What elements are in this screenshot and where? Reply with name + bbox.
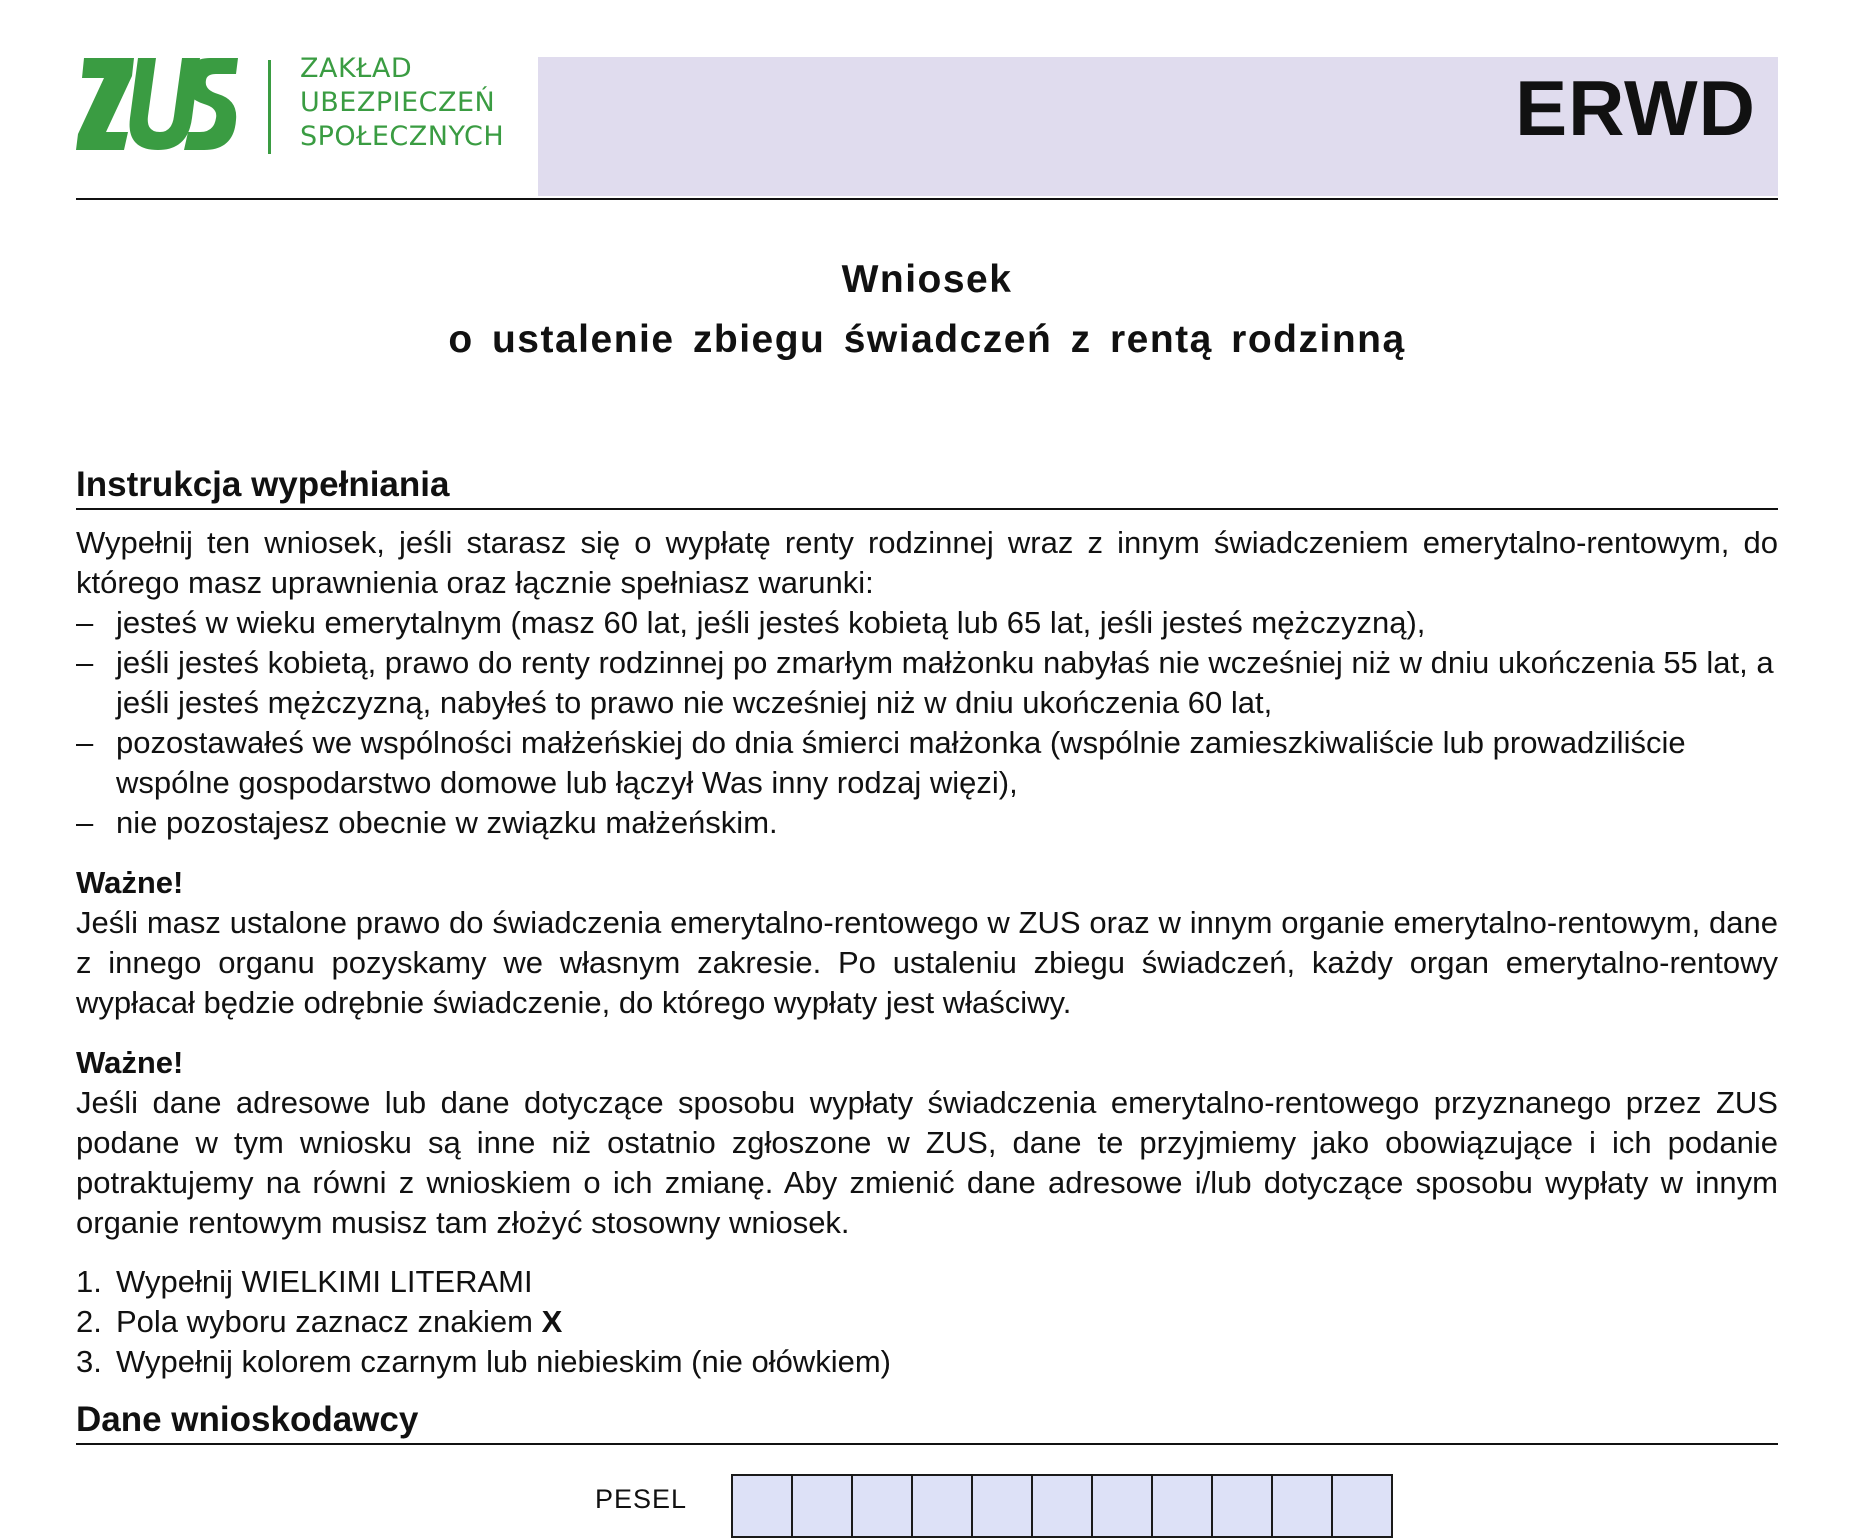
condition-item xyxy=(76,803,1778,843)
logo-line: SPOŁECZNYCH xyxy=(300,121,505,152)
zus-logo-mark-icon xyxy=(76,56,242,156)
pesel-label: PESEL xyxy=(595,1484,688,1514)
pesel-digit-box[interactable] xyxy=(1151,1474,1213,1538)
condition-text: pozostawałeś we wspólności małżeńskiej do dnia śmierci małżonka (wspólnie zamieszkiwaliście lub prowadziliście wspólne gospodarstwo domowe lub łączył Was inny rodzaj więzi), xyxy=(116,725,1686,800)
pesel-digit-box[interactable] xyxy=(731,1474,793,1538)
logo-line: UBEZPIECZEŃ xyxy=(300,87,496,118)
rule-number: 3. xyxy=(76,1344,102,1379)
bullet-dash: – xyxy=(76,645,94,680)
bullet-dash: – xyxy=(76,605,94,640)
important-text: Jeśli dane adresowe lub dane dotyczące sposobu wypłaty świadczenia emerytalno-rentowego przyznanego przez ZUS podane w tym wniosku są inne niż ostatnio zgłoszone w ZUS, dane te przyjmiemy jako obowiązujące i ich podanie potraktujemy na równi z wnioskiem o ich zmianę. Aby zmienić dane adresowe i/lub dotyczące sposobu wypłaty w innym organie rentowym musisz tam złożyć stosowny wniosek. xyxy=(76,1085,1778,1240)
applicant-heading: Dane wnioskodawcy xyxy=(76,1397,1778,1445)
rule-text: Wypełnij WIELKIMI LITERAMI xyxy=(116,1264,533,1299)
title-line-2: o ustalenie zbiegu świadczeń z rentą rodzinną xyxy=(448,318,1406,361)
rule-mark: X xyxy=(541,1304,563,1339)
logo-wordmark xyxy=(300,52,504,154)
pesel-digit-box[interactable] xyxy=(1331,1474,1393,1538)
pesel-digit-box[interactable] xyxy=(791,1474,853,1538)
pesel-digit-box[interactable] xyxy=(851,1474,913,1538)
logo-divider xyxy=(268,60,271,154)
title-line-1: Wniosek xyxy=(841,258,1013,301)
pesel-digit-box[interactable] xyxy=(971,1474,1033,1538)
pesel-input[interactable] xyxy=(731,1474,1393,1538)
pesel-digit-box[interactable] xyxy=(1031,1474,1093,1538)
fill-rules-list xyxy=(76,1262,1778,1382)
conditions-list xyxy=(76,603,1778,843)
condition-item xyxy=(76,723,1778,803)
rule-number: 2. xyxy=(76,1304,102,1339)
condition-item xyxy=(76,643,1778,723)
pesel-digit-box[interactable] xyxy=(911,1474,973,1538)
important-text: Jeśli masz ustalone prawo do świadczenia emerytalno-rentowego w ZUS oraz w innym organie emerytalno-rentowym, dane z innego organu pozyskamy we własnym zakresie. Po ustaleniu zbiegu świadczeń, każdy organ emerytalno-rentowy wypłacał będzie odrębnie świadczenie, do którego wypłaty jest właściwy. xyxy=(76,905,1778,1020)
instructions-heading: Instrukcja wypełniania xyxy=(76,462,1778,510)
pesel-digit-box[interactable] xyxy=(1211,1474,1273,1538)
form-code: ERWD xyxy=(1515,64,1756,152)
document-title xyxy=(76,250,1778,370)
rule-text: Pola wyboru zaznacz znakiem xyxy=(116,1304,542,1339)
form-code-banner xyxy=(538,57,1778,196)
bullet-dash: – xyxy=(76,805,94,840)
fill-rule-item xyxy=(76,1302,1778,1342)
instructions-body xyxy=(76,523,1778,843)
fill-rules xyxy=(76,1262,1778,1382)
fill-rule-item xyxy=(76,1262,1778,1302)
rule-text: Wypełnij kolorem czarnym lub niebieskim (nie ołówkiem) xyxy=(116,1344,891,1379)
condition-text: jeśli jesteś kobietą, prawo do renty rodzinnej po zmarłym małżonku nabyłaś nie wcześniej niż w dniu ukończenia 55 lat, a jeśli jesteś mężczyzną, nabyłeś to prawo nie wcześniej niż w dniu ukończenia 60 lat, xyxy=(116,645,1774,720)
instructions-intro: Wypełnij ten wniosek, jeśli starasz się o wypłatę renty rodzinnej wraz z innym świadczeniem emerytalno-rentowym, do którego masz uprawnienia oraz łącznie spełniasz warunki: xyxy=(76,525,1778,600)
zus-logo xyxy=(76,52,546,162)
header-divider xyxy=(76,198,1778,200)
pesel-digit-box[interactable] xyxy=(1271,1474,1333,1538)
logo-line: ZAKŁAD xyxy=(300,53,413,84)
rule-number: 1. xyxy=(76,1264,102,1299)
condition-text: nie pozostajesz obecnie w związku małżeńskim. xyxy=(116,805,778,840)
pesel-digit-box[interactable] xyxy=(1091,1474,1153,1538)
important-note-2 xyxy=(76,1043,1778,1243)
bullet-dash: – xyxy=(76,725,94,760)
important-note-1 xyxy=(76,863,1778,1023)
condition-text: jesteś w wieku emerytalnym (masz 60 lat, jeśli jesteś kobietą lub 65 lat, jeśli jesteś mężczyzną), xyxy=(116,605,1426,640)
condition-item xyxy=(76,603,1778,643)
important-label: Ważne! xyxy=(76,865,184,900)
important-label: Ważne! xyxy=(76,1045,184,1080)
fill-rule-item xyxy=(76,1342,1778,1382)
